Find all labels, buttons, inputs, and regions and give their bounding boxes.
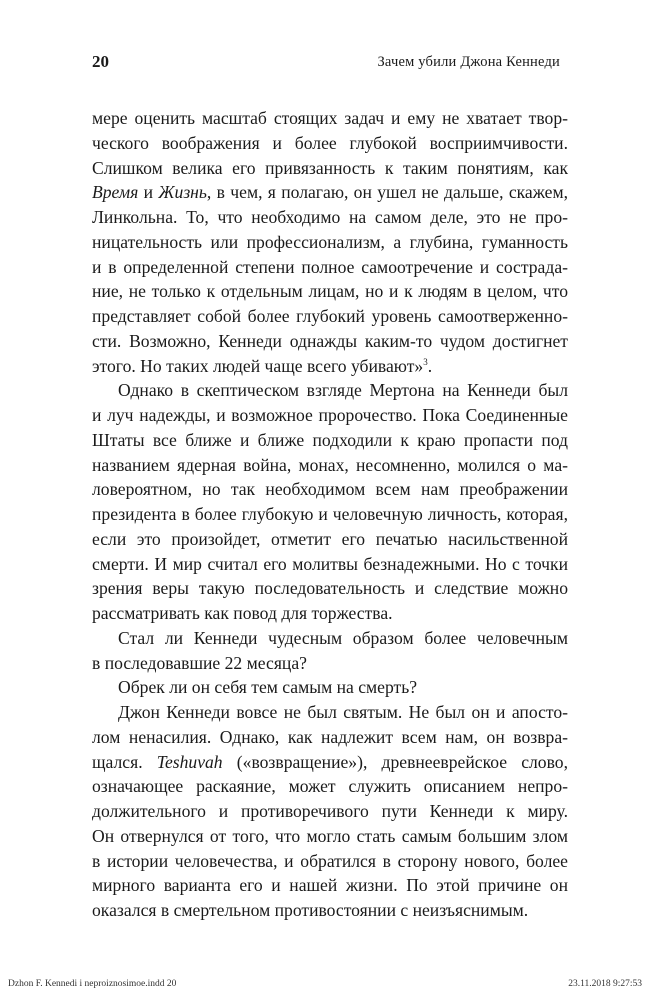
text-line: лом ненасилия. Однако, как надлежит всем нам, он возвра- [92, 726, 568, 747]
paragraph-1 [92, 106, 568, 378]
text-line: ческого воображения и более глубокой восприимчивости. [92, 132, 568, 153]
text-line: зрения веры такую последовательность и следствие можно [92, 578, 568, 599]
text-line: мере оценить масштаб стоящих задач и ему не хватает твор- [92, 108, 568, 128]
text-line: Джон Кеннеди вовсе не был святым. Не был он и апосто- [118, 702, 568, 722]
text-line: представляет собой более глубокий уровень самоотверженно- [92, 306, 568, 326]
text-fragment: («возвращение»), древнееврейское слово, [222, 751, 568, 772]
text-fragment: . [427, 355, 433, 376]
text-line: если это произойдет, отметит его печатью насильственной [92, 528, 568, 549]
text-line: Обрек ли он себя тем самым на смерть? [118, 677, 418, 698]
italic-term: Жизнь [158, 182, 207, 203]
text-line: Штаты все ближе и ближе подходили к краю пропасти под [92, 429, 568, 450]
text-line [92, 750, 568, 775]
paragraph-5 [92, 700, 568, 923]
text-line: оказался в смертельном противостоянии с неизъяснимым. [92, 900, 529, 920]
text-line: Однако в скептическом взгляде Мертона на Кеннеди был [118, 380, 568, 401]
text-line: смерти. И мир считал его молитвы безнадежными. Но с точки [92, 553, 568, 574]
text-line: названием ядерная война, монах, несомненно, молился о ма- [92, 454, 568, 475]
footnote-ref: 3 [423, 356, 428, 367]
text-fragment: и [138, 182, 159, 203]
text-fragment: этого. Но таких людей чаще всего убивают» [92, 355, 424, 376]
text-line: означающее раскаяние, может служить описанием непро- [92, 776, 568, 797]
text-fragment: щался. [92, 751, 157, 772]
running-head: Зачем убили Джона Кеннеди [377, 54, 560, 70]
text-line: Стал ли Кеннеди чудесным образом более человечным [118, 627, 568, 648]
italic-term: Время [92, 182, 139, 203]
text-line: в истории человечества, и обратился в сторону нового, более [92, 850, 568, 871]
text-line: и в определенной степени полное самоотречение и сострада- [92, 256, 568, 277]
footer-timestamp: 23.11.2018 9:27:53 [568, 979, 642, 989]
text-line: ницательность или профессионализм, а глубина, гуманность [92, 231, 568, 252]
text-line: рассматривать как повод для торжества. [92, 603, 393, 623]
italic-term: Teshuvah [156, 751, 223, 772]
text-line: сти. Возможно, Кеннеди однажды каким-то чудом достигнет [92, 330, 568, 351]
text-line [92, 354, 568, 379]
paragraph-3 [92, 626, 568, 676]
page-number: 20 [92, 52, 109, 71]
body-text [92, 106, 568, 923]
text-line [92, 180, 568, 205]
text-line: Линкольна. То, что необходимо на самом деле, это не про- [92, 207, 568, 227]
text-line: и луч надежды, и возможное пророчество. Пока Соединенные [92, 405, 568, 425]
text-fragment: , в чем, я полагаю, он ушел не дальше, скажем, [206, 182, 568, 203]
text-line: Он отвернулся от того, что могло стать самым большим злом [92, 825, 568, 846]
paragraph-4 [92, 675, 568, 700]
text-line: ловероятном, но так необходимом всем нам преображении [92, 479, 568, 500]
text-line: ние, не только к отдельным лицам, но и к людям в целом, что [92, 281, 568, 302]
paragraph-2 [92, 378, 568, 626]
text-line: мирного варианта его и нашей жизни. По этой причине он [92, 875, 568, 896]
text-line: должительного и противоречивого пути Кеннеди к миру. [92, 801, 568, 821]
text-line: Слишком велика его привязанность к таким понятиям, как [92, 157, 568, 178]
text-line: в последовавшие 22 месяца? [92, 652, 307, 673]
footer-file-info: Dzhon F. Kennedi i neproiznosimoe.indd 20 [8, 979, 177, 989]
text-line: президента в более глубокую и человечную личность, которая, [92, 504, 568, 524]
